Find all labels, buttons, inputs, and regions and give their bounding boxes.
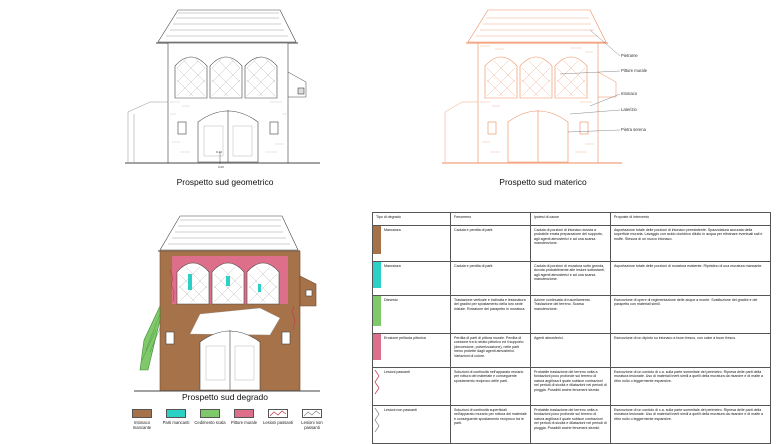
legend-label: Cedimento scala	[194, 420, 226, 425]
legend-item	[228, 409, 260, 425]
causes-cell: Probabile traslazione del terreno unita a fondazioni poco profonde sul terreno di natura argillosa il quale subisce contrazioni nei periodi di siccità e dilatazioni nei periodi di pioggia. Possibili anche fenomeni sismici.	[531, 368, 611, 406]
table-header-row	[373, 213, 771, 226]
intervention-cell: Esecuzione di un cordolo di c.a. sulla parte sommitale del perimetro. Ripresa delle parti della muratura lesionate. Uso di materiali inerti simili a quelli della muratura da risarcire e di malte a ritiro nullo o leggermente espansive.	[611, 406, 771, 444]
legend-swatch	[234, 409, 254, 418]
type-label: Mancanza	[384, 264, 401, 268]
dim-label: 0.00	[218, 165, 224, 169]
phenomenon-cell: Caduta e perdita di parti.	[451, 226, 531, 262]
material-label-pitture-murale: Pitture murale	[621, 68, 648, 73]
phenomenon-cell: Perdita di parti di pittura murale. Perdita di coesione tra lo strato pittorico ed il supporto (decoesione, polverizzazione), nelle parti meno protette dagli agenti atmosferici. Variazioni di colore.	[451, 334, 531, 368]
dim-label: 0.10	[216, 150, 222, 154]
type-cell	[373, 296, 451, 334]
header-phenomenon: Fenomeno	[451, 213, 531, 226]
color-marker	[373, 334, 381, 360]
phenomenon-cell: Traslazione verticale e inclinata e lesionatura dei gradini per spostamento della loro sede iniziale. Rotazione del parapetto in muratura.	[451, 296, 531, 334]
material-elevation-drawing	[440, 2, 640, 177]
causes-cell: Caduta di porzioni di muratura sotto gronda, dovuta probabilmente alle lesioni sottostanti, agli agenti atmosferici e ad una scarsa manutenzione.	[531, 262, 611, 296]
legend-label: Intonaco mancante	[132, 420, 152, 431]
legend-item	[126, 409, 158, 430]
phenomenon-cell: Soluzioni di continuità nell'apparato murario per rottura del materiale e conseguente spostamento reciproco delle parti.	[451, 368, 531, 406]
crack-symbol-icon	[373, 368, 381, 396]
degradation-table	[372, 212, 771, 444]
color-marker	[373, 296, 381, 326]
intervention-cell: Esecuzione di opere di regimentazione delle acque a monte. Sostituzione dei gradini e del parapetto con materiali simili.	[611, 296, 771, 334]
causes-cell: Agenti atmosferici.	[531, 334, 611, 368]
material-label-intonaco: Intonaco	[621, 91, 638, 96]
table-row	[373, 334, 771, 368]
color-marker	[373, 226, 381, 254]
degradation-elevation-title: Prospetto sud degrado	[181, 392, 268, 402]
table-row	[373, 406, 771, 444]
material-label-pietrame: Pietrame	[621, 53, 638, 58]
type-cell	[373, 262, 451, 296]
legend-item	[194, 409, 226, 425]
intervention-cell: Esecuzione di un cordolo di c.a. sulla parte sommitale del perimetro. Ripresa delle parti della muratura lesionate. Uso di materiali inerti simili a quelli della muratura da risarcire e di malte a ritiro nullo o leggermente espansive.	[611, 368, 771, 406]
type-cell	[373, 406, 451, 444]
legend-label: Pitture murale	[230, 420, 258, 425]
legend-item	[160, 409, 192, 425]
legend-label: Lesioni non passanti	[301, 420, 323, 431]
table-row	[373, 262, 771, 296]
type-label: Lesioni passanti	[384, 370, 410, 374]
type-label: Mancanza	[384, 228, 401, 232]
geometric-elevation-drawing	[120, 2, 330, 177]
type-label: Erosione pellicola pittorica	[384, 336, 426, 340]
header-causes: Ipotesi di cause	[531, 213, 611, 226]
color-marker	[373, 262, 381, 288]
type-label: Lesioni non passanti	[384, 408, 417, 412]
header-type: Tipo di degrado	[373, 213, 451, 226]
crack-symbol-icon	[373, 406, 381, 434]
degradation-elevation-drawing	[130, 210, 330, 400]
legend-swatch	[268, 409, 288, 418]
geometric-elevation-title: Prospetto sud geometrico	[176, 177, 274, 187]
crack-symbol-icon	[269, 410, 287, 417]
causes-cell: Probabile traslazione del terreno unita a fondazioni poco profonde sul terreno di natura argillosa il quale subisce contrazioni nei periodi di siccità e dilatazioni nei periodi di pioggia. Possibili anche fenomeni sismici.	[531, 406, 611, 444]
type-cell	[373, 368, 451, 406]
intervention-cell: Esecuzione di un dipinto su intonaco a buon fresco, con calce a buon fresco.	[611, 334, 771, 368]
legend-swatch	[302, 409, 322, 418]
material-label-laterizio: Laterizio	[621, 107, 637, 112]
phenomenon-cell: Caduta e perdita di parti.	[451, 262, 531, 296]
material-elevation-title: Prospetto sud materico	[499, 177, 587, 187]
table-row	[373, 368, 771, 406]
type-label: Dissesto	[384, 298, 398, 302]
type-cell	[373, 226, 451, 262]
intervention-cell: Asportazione totale delle porzioni di muratura esistente. Ripristino di una muratura mancante.	[611, 262, 771, 296]
header-intervention: Proposte di intervento	[611, 213, 771, 226]
causes-cell: Caduta di porzioni di intonaco dovuta a probabile errata preparazione del supporto, agli agenti atmosferici e ad una scarsa manutenzione.	[531, 226, 611, 262]
legend-item	[262, 409, 294, 425]
legend-item	[296, 409, 328, 430]
legend-label: Lesioni passanti	[262, 420, 294, 425]
legend-swatch	[132, 409, 152, 418]
type-cell	[373, 334, 451, 368]
intervention-cell: Asportazione totale delle porzioni di intonaco preesistente. Spazzolatura accurata della superficie muraria. Lavaggio con acido cloridrico diluito in acqua per eliminare eventuali sali e muffe. Stesura di un nuovo intonaco.	[611, 226, 771, 262]
legend-label: Parti mancanti	[162, 420, 190, 425]
legend-swatch	[166, 409, 186, 418]
material-label-pietra-serena: Pietra serena	[621, 127, 646, 132]
causes-cell: Azione continuata di ruscellamento. Traslazione del terreno. Scarsa manutenzione.	[531, 296, 611, 334]
phenomenon-cell: Soluzioni di continuità superficiali nell'apparato murario per rottura del materiale e conseguente spostamento reciproco tra le parti.	[451, 406, 531, 444]
table-row	[373, 296, 771, 334]
legend-swatch	[200, 409, 220, 418]
table-row	[373, 226, 771, 262]
crack-symbol-icon	[303, 410, 321, 417]
